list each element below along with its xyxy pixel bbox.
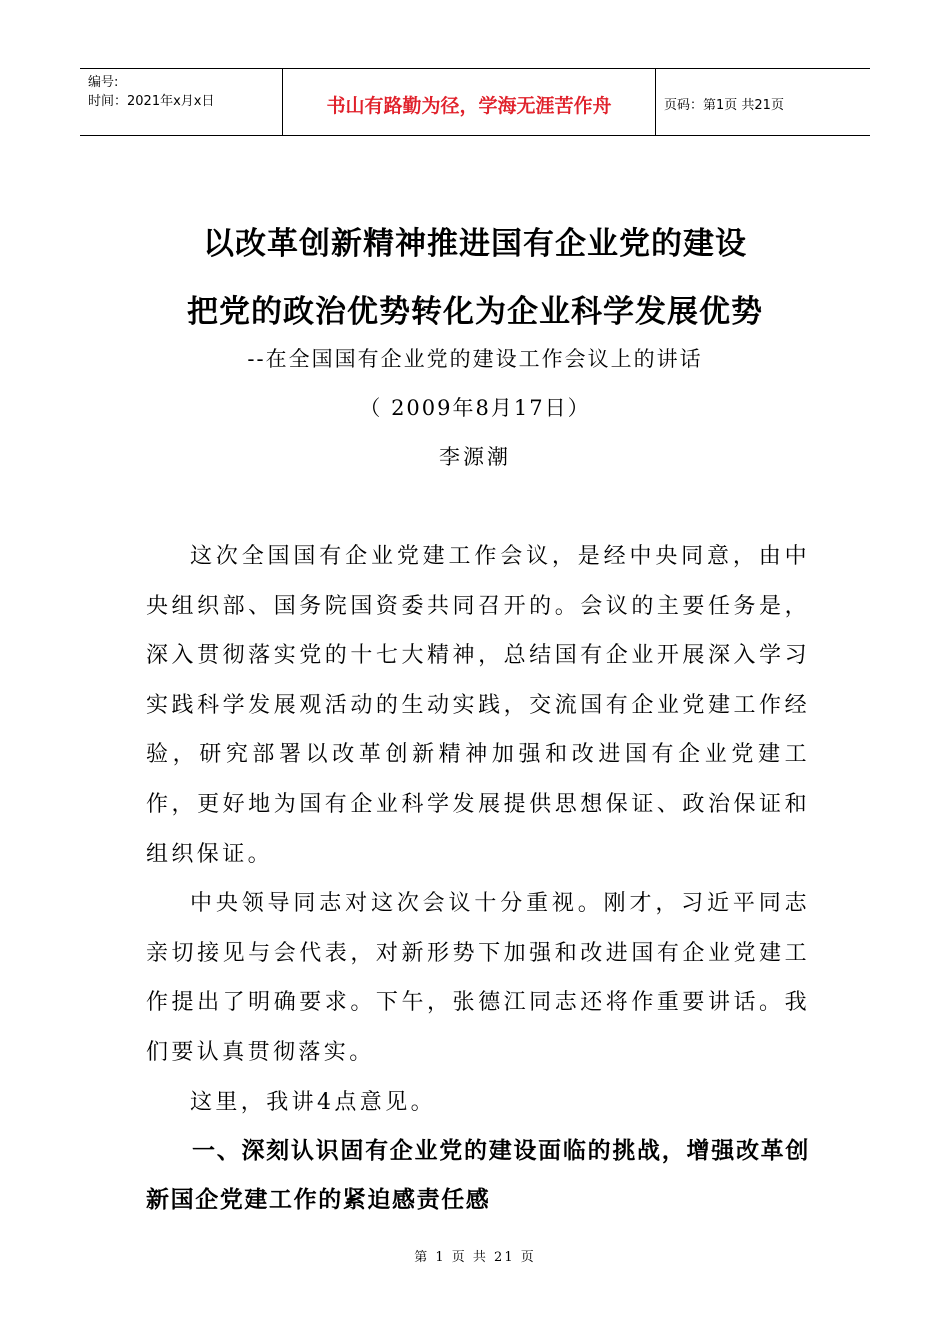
header-page-info: 页码：第1页 共21页 bbox=[664, 97, 784, 113]
number-label: 编号: bbox=[88, 75, 119, 90]
header-meta bbox=[80, 69, 282, 135]
document-date: （ 2009年8月17日） bbox=[359, 396, 591, 420]
section-heading: 一、深刻认识固有企业党的建设面临的挑战，增强改革创新国企党建工作的紧迫感责任感 bbox=[146, 1138, 810, 1214]
header-motto: 书山有路勤为径，学海无涯苦作舟 bbox=[282, 69, 656, 135]
paragraph: 这次全国国有企业党建工作会议，是经中央同意，由中央组织部、国务院国资委共同召开的。会议的主要任务是，深入贯彻落实党的十七大精神，总结国有企业开展深入学习实践科学发展观活动的生动实践，交流国有企业党建工作经验，研究部署以改革创新精神加强和改进国有企业党建工作，更好地为国有企业科学发展提供思想保证、政治保证和组织保证。 bbox=[146, 544, 810, 867]
paragraph: 这里，我讲4点意见。 bbox=[190, 1089, 436, 1115]
page-header bbox=[80, 68, 870, 136]
paragraph: 中央领导同志对这次会议十分重视。刚才，习近平同志亲切接见与会代表，对新形势下加强和改进国有企业党建工作提出了明确要求。下午，张德江同志还将作重要讲话。我们要认真贯彻落实。 bbox=[146, 891, 810, 1065]
document-body bbox=[146, 532, 810, 1225]
document-title-line1: 以改革创新精神推进国有企业党的建设 bbox=[203, 226, 747, 262]
document-title-line2: 把党的政治优势转化为企业科学发展优势 bbox=[187, 294, 763, 330]
page-footer: 第 1 页 共 21 页 bbox=[414, 1250, 536, 1265]
document-author: 李源潮 bbox=[439, 445, 511, 469]
document-subtitle: --在全国国有企业党的建设工作会议上的讲话 bbox=[247, 347, 703, 371]
time-label: 时间：2021年x月x日 bbox=[88, 94, 215, 109]
